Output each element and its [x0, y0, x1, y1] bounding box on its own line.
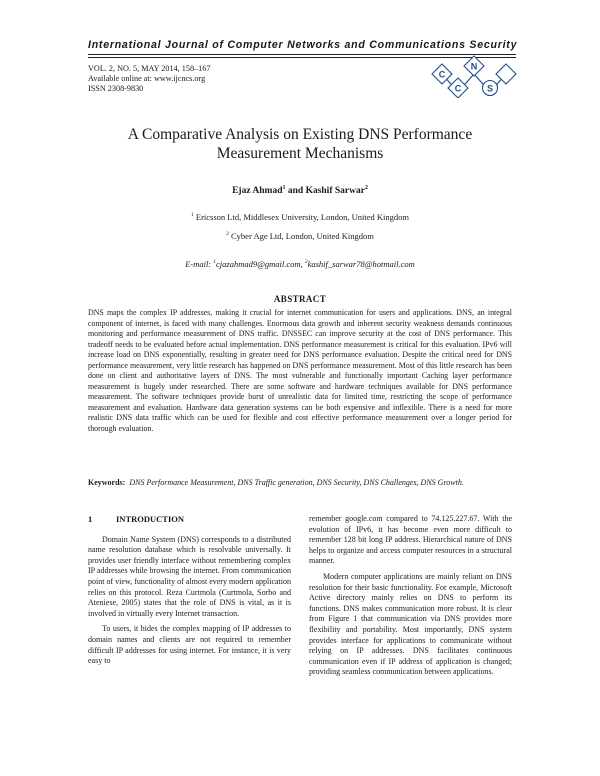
abstract-heading: ABSTRACT: [273, 294, 327, 304]
logo-letter-4: S: [486, 83, 494, 94]
author-1: Ejaz Ahmad: [232, 186, 283, 197]
intro-paragraph-2: To users, it hides the complex mapping of IP addresses to domain names and clients are not required to remember difficult IP addresses for using internet. For instance, it is very easy to: [88, 624, 291, 666]
journal-title: International Journal of Computer Networks and Communications Security: [88, 39, 518, 51]
affiliation-1: [0, 212, 600, 222]
email-2-sup: 2: [304, 259, 308, 266]
author-and: and: [285, 186, 306, 197]
journal-meta: [88, 64, 210, 95]
email-1-sup: 1: [213, 259, 217, 266]
author-1-sup: 1: [282, 185, 286, 191]
volume-line: VOL. 2, NO. 5, MAY 2014, 158–167: [88, 64, 211, 73]
author-2-sup: 2: [364, 185, 368, 191]
authors: [0, 185, 600, 196]
available-online-line: Available online at: www.ijcncs.org: [88, 74, 206, 84]
logo-letter-3: C: [454, 83, 462, 94]
paper-title: [60, 125, 540, 163]
affiliation-1-sup: 1: [191, 212, 194, 219]
section-title: INTRODUCTION: [116, 514, 185, 524]
intro-paragraph-1: Domain Name System (DNS) corresponds to a distributed name resolution database which is resolvable universally. It provides user friendly interface without remembering complex IP addresses while browsing the internet. From communication point of view, functionality of almost every modern application relies on this protocol. Reza Curtmola (Curtmola, Sorbo and Ateniese, 2005) states that the role of DNS is vital, as it is involved in virtually every Internet transaction.: [88, 534, 291, 618]
author-2: Kashif Sarwar: [305, 186, 365, 197]
section-heading: [88, 514, 291, 525]
paper-title-line-1: A Comparative Analysis on Existing DNS Performance: [127, 126, 473, 143]
email-1: cjazahmad9@gmail.com,: [216, 259, 305, 269]
logo-letter-2: N: [470, 61, 478, 72]
affiliation-2-text: Cyber Age Ltd, London, United Kingdom: [228, 231, 374, 241]
body-column-left: [88, 514, 291, 667]
email-2: kashif_sarwar78@hotmail.com: [307, 259, 415, 269]
section-number: 1: [88, 514, 93, 524]
affiliation-2-sup: 2: [226, 231, 229, 238]
journal-logo: [430, 52, 522, 98]
author-emails: [0, 259, 600, 269]
abstract-text: DNS maps the complex IP addresses, making it crucial for internet communication for users and applications. DNS, an integral component of internet, is faced with many challenges. Enormous data growth and inherent security weakness demands continuous monitoring and performance measurement of DNS traffic. DNSSEC can improve security at the cost of DNS performance. This tradeoff needs to be evaluated before actual implementation. DNS performance measurement is critical for this evaluation. IPv6 will increase load on DNS exponentially, resulting in greater need for DNS performance evaluation. Despite the critical need for DNS performance measurement, very little research has happened on DNS performance measurement. Most of this little research has been done on client and authoritative layers of DNS. The most vulnerable and functionally important Caching layer performance measurement is hugely under researched. There are some software and hardware techniques available for DNS performance measurement. The software techniques provide burst of unrealistic data for limited time, restricting the scope of performance measurement and evaluation. Hardware data generation systems can be both expensive and inflexible. There is a need for more realistic DNS data traffic which can be used for flexible and cost effective performance measurement over a longer period for thorough evaluation.: [88, 308, 512, 433]
intro-paragraph-3: remember google.com compared to 74.125.227.67. With the evolution of IPv6, it has become even more difficult to remember 128 bit long IP address. Hierarchical nature of DNS helps to organize and access computer resources in a structural manner.: [309, 514, 512, 566]
affiliation-1-text: Ericsson Ltd, Middlesex University, London, United Kingdom: [193, 212, 409, 222]
intro-paragraph-4: Modern computer applications are mainly reliant on DNS resolution for their basic functionality. For example, Microsoft Active directory mainly relies on DNS to perform its functions. DNS makes communication more robust. It is clear from Figure 1 that communication via DNS provides more flexibility and portability. Most importantly, DNS system provides interface for applications to communicate without relying on IP addresses. DNS facilitates continuous communication even if IP address of application is changed; providing seamless communication between applications.: [309, 571, 512, 677]
email-label: E-mail:: [185, 259, 214, 269]
logo-letter-1: C: [438, 69, 446, 80]
issn-line: ISSN 2308-9830: [88, 84, 144, 94]
keywords: [88, 478, 512, 489]
affiliation-2: [0, 231, 600, 241]
paper-title-line-2: Measurement Mechanisms: [216, 145, 384, 162]
body-column-right: [309, 514, 512, 678]
keywords-label: Keywords:: [88, 478, 126, 487]
keywords-text: DNS Performance Measurement, DNS Traffic generation, DNS Security, DNS Challenges, DNS Growth.: [129, 478, 464, 487]
